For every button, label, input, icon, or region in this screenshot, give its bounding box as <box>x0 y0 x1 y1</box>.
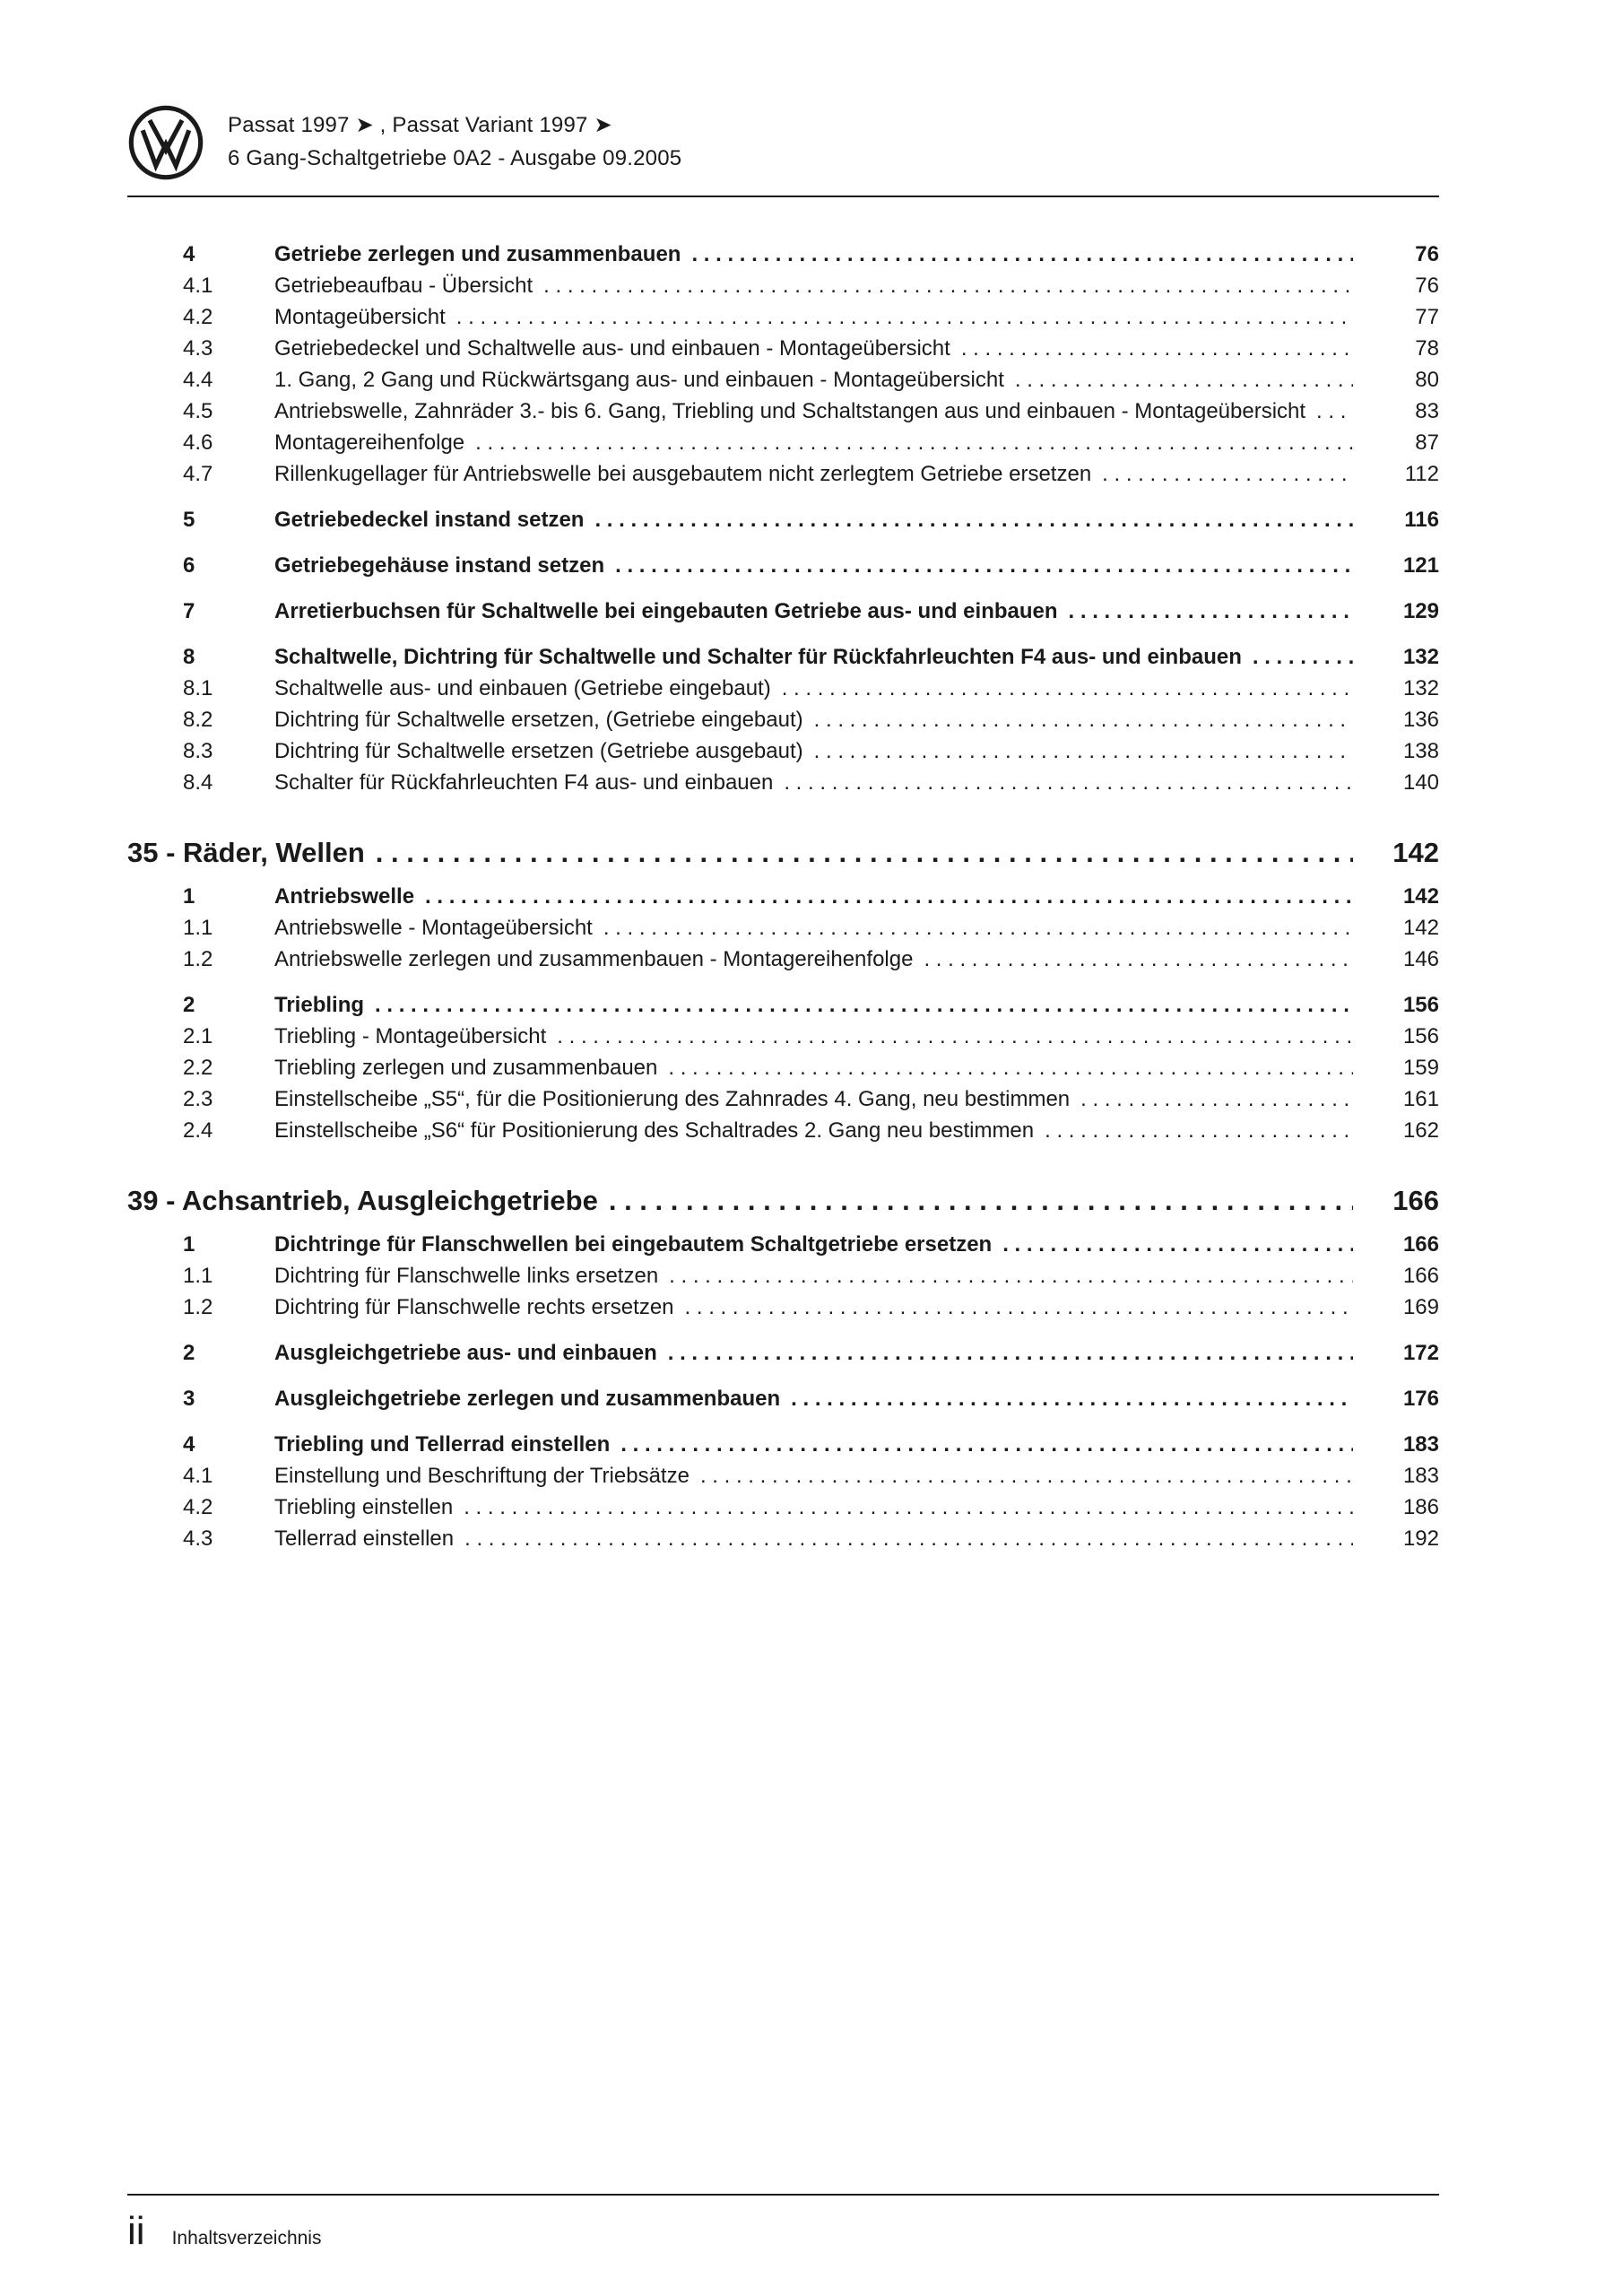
toc-row <box>183 944 1439 975</box>
toc-row <box>183 673 1439 704</box>
vw-logo-icon <box>127 104 204 181</box>
toc-entry-number: 1.1 <box>183 1264 213 1288</box>
toc-entry-number: 2.1 <box>183 1024 213 1048</box>
toc-entry-page: 161 <box>1402 1087 1439 1111</box>
toc-row <box>183 270 1439 301</box>
page-footer <box>127 2210 321 2253</box>
toc-row <box>183 704 1439 735</box>
toc-entry-page: 140 <box>1402 770 1439 795</box>
toc-entry-page: 76 <box>1415 242 1439 266</box>
toc-entry-page: 76 <box>1415 274 1439 298</box>
header-text <box>228 104 681 175</box>
toc-entry-title: Ausgleichgetriebe aus- und einbauen . . . <box>274 1337 1353 1369</box>
toc-entry-title: Getriebedeckel instand setzen . . . <box>274 504 1353 535</box>
toc-entry-title: 1. Gang, 2 Gang und Rückwärtsgang aus- und einbauen - Montageübersicht . . . <box>274 364 1353 396</box>
toc-entry-number: 4.4 <box>183 368 213 392</box>
toc-entry-number: 4.3 <box>183 336 213 361</box>
toc-entry-title: Dichtring für Schaltwelle ersetzen (Getriebe ausgebaut) . . . <box>274 735 1353 767</box>
page-header <box>127 104 681 181</box>
toc-entry-page: 192 <box>1402 1526 1439 1551</box>
toc-entry-number: 8.1 <box>183 676 213 700</box>
footer-title: Inhaltsverzeichnis <box>171 2228 322 2248</box>
toc-entry-title: Schalter für Rückfahrleuchten F4 aus- und einbauen . . . <box>274 767 1353 798</box>
toc-entry-number: 1.2 <box>183 947 213 971</box>
toc-entry-page: 112 <box>1404 462 1439 486</box>
toc-entry-number: 4.2 <box>183 1495 213 1519</box>
toc-entry-title: Montagereihenfolge . . . <box>274 427 1353 458</box>
toc-entry-title: Ausgleichgetriebe zerlegen und zusammenbauen . . . <box>274 1383 1353 1414</box>
toc-entry-page: 166 <box>1392 1185 1439 1216</box>
toc-row <box>183 504 1439 535</box>
toc-entry-title: 39 - Achsantrieb, Ausgleichgetriebe . . . <box>127 1180 1353 1222</box>
toc-entry-page: 142 <box>1402 916 1439 940</box>
toc-entry-page: 146 <box>1402 947 1439 971</box>
toc-entry-number: 1.1 <box>183 916 213 940</box>
toc-entry-page: 169 <box>1402 1295 1439 1319</box>
toc-row <box>183 767 1439 798</box>
toc-row <box>183 1115 1439 1146</box>
toc-entry-number: 2.4 <box>183 1118 213 1143</box>
toc-entry-page: 132 <box>1402 676 1439 700</box>
toc-row <box>183 333 1439 364</box>
toc-entry-number: 4.6 <box>183 430 213 455</box>
toc-row <box>183 1260 1439 1292</box>
toc-entry-page: 186 <box>1402 1495 1439 1519</box>
toc-entry-page: 142 <box>1402 884 1439 909</box>
toc-entry-title: Antriebswelle, Zahnräder 3.- bis 6. Gang, Triebling und Schaltstangen aus und einbauen - Montageübersicht . . . <box>274 396 1353 427</box>
toc-entry-title: Schaltwelle aus- und einbauen (Getriebe eingebaut) . . . <box>274 673 1353 704</box>
toc-entry-page: 156 <box>1402 1024 1439 1048</box>
toc-row <box>183 989 1439 1021</box>
toc-entry-title: Antriebswelle zerlegen und zusammenbauen - Montagereihenfolge . . . <box>274 944 1353 975</box>
toc-row <box>183 550 1439 581</box>
toc-entry-page: 77 <box>1415 305 1439 329</box>
toc-entry-number: 8 <box>183 645 195 669</box>
toc-entry-title: Montageübersicht . . . <box>274 301 1353 333</box>
toc-entry-page: 121 <box>1402 553 1439 578</box>
toc-row <box>183 912 1439 944</box>
footer-divider <box>127 2194 1439 2196</box>
toc-row <box>183 735 1439 767</box>
toc-entry-title: Rillenkugellager für Antriebswelle bei ausgebautem nicht zerlegtem Getriebe ersetzen . . . <box>274 458 1353 490</box>
header-divider <box>127 196 1439 197</box>
toc-entry-number: 3 <box>183 1387 195 1411</box>
toc-entry-number: 2.2 <box>183 1056 213 1080</box>
toc-entry-page: 183 <box>1402 1432 1439 1457</box>
toc <box>127 239 1439 1554</box>
toc-row <box>183 596 1439 627</box>
toc-entry-number: 4 <box>183 1432 195 1457</box>
toc-entry-page: 80 <box>1415 368 1439 392</box>
toc-row <box>183 458 1439 490</box>
header-edition-line: 6 Gang-Schaltgetriebe 0A2 - Ausgabe 09.2005 <box>228 146 682 170</box>
toc-entry-title: Getriebeaufbau - Übersicht . . . <box>274 270 1353 301</box>
toc-entry-number: 8.4 <box>183 770 213 795</box>
toc-row <box>183 1523 1439 1554</box>
toc-entry-page: 116 <box>1404 508 1439 532</box>
toc-entry-page: 78 <box>1415 336 1439 361</box>
toc-entry-number: 5 <box>183 508 195 532</box>
toc-entry-page: 166 <box>1402 1232 1439 1257</box>
toc-entry-title: Triebling einstellen . . . <box>274 1492 1353 1523</box>
toc-row <box>183 1229 1439 1260</box>
toc-row <box>183 1292 1439 1323</box>
toc-row <box>183 1429 1439 1460</box>
toc-entry-number: 2 <box>183 1341 195 1365</box>
toc-entry-title: Triebling . . . <box>274 989 1353 1021</box>
toc-entry-number: 4.1 <box>183 1464 213 1488</box>
toc-row <box>183 239 1439 270</box>
toc-entry-number: 4 <box>183 242 195 266</box>
toc-entry-title: Triebling - Montageübersicht . . . <box>274 1021 1353 1052</box>
toc-entry-number: 7 <box>183 599 195 623</box>
toc-entry-page: 129 <box>1402 599 1439 623</box>
toc-entry-number: 4.2 <box>183 305 213 329</box>
toc-entry-title: 35 - Räder, Wellen . . . <box>127 832 1353 874</box>
toc-entry-title: Dichtringe für Flanschwellen bei eingebautem Schaltgetriebe ersetzen . . . <box>274 1229 1353 1260</box>
header-model-line: Passat 1997 ➤ , Passat Variant 1997 ➤ <box>228 113 612 137</box>
toc-entry-page: 183 <box>1402 1464 1439 1488</box>
toc-entry-title: Triebling zerlegen und zusammenbauen . . . <box>274 1052 1353 1083</box>
toc-entry-page: 83 <box>1415 399 1439 423</box>
toc-entry-page: 142 <box>1392 837 1439 868</box>
toc-entry-title: Antriebswelle - Montageübersicht . . . <box>274 912 1353 944</box>
toc-row <box>183 427 1439 458</box>
toc-row <box>183 1021 1439 1052</box>
toc-entry-title: Arretierbuchsen für Schaltwelle bei eingebauten Getriebe aus- und einbauen . . . <box>274 596 1353 627</box>
toc-entry-title: Dichtring für Flanschwelle links ersetzen . . . <box>274 1260 1353 1292</box>
toc-entry-title: Einstellscheibe „S5“, für die Positionierung des Zahnrades 4. Gang, neu bestimmen . . . <box>274 1083 1353 1115</box>
toc-entry-title: Triebling und Tellerrad einstellen . . . <box>274 1429 1353 1460</box>
toc-entry-page: 159 <box>1402 1056 1439 1080</box>
toc-row <box>183 1337 1439 1369</box>
page-number: ii <box>127 2209 145 2253</box>
toc-entry-number: 4.1 <box>183 274 213 298</box>
toc-entry-title: Dichtring für Flanschwelle rechts ersetzen . . . <box>274 1292 1353 1323</box>
toc-entry-title: Antriebswelle . . . <box>274 881 1353 912</box>
toc-entry-title: Einstellung und Beschriftung der Triebsätze . . . <box>274 1460 1353 1492</box>
toc-entry-page: 162 <box>1402 1118 1439 1143</box>
toc-entry-page: 87 <box>1415 430 1439 455</box>
toc-entry-title: Einstellscheibe „S6“ für Positionierung des Schaltrades 2. Gang neu bestimmen . . . <box>274 1115 1353 1146</box>
toc-row <box>183 1492 1439 1523</box>
toc-entry-title: Tellerrad einstellen . . . <box>274 1523 1353 1554</box>
toc-entry-title: Getriebe zerlegen und zusammenbauen . . . <box>274 239 1353 270</box>
toc-row <box>183 1460 1439 1492</box>
toc-entry-number: 2.3 <box>183 1087 213 1111</box>
toc-entry-number: 4.7 <box>183 462 213 486</box>
toc-row <box>183 1052 1439 1083</box>
toc-entry-page: 172 <box>1402 1341 1439 1365</box>
toc-row <box>183 641 1439 673</box>
toc-entry-page: 132 <box>1402 645 1439 669</box>
toc-entry-number: 8.2 <box>183 708 213 732</box>
toc-row <box>183 364 1439 396</box>
toc-row <box>183 301 1439 333</box>
toc-entry-number: 6 <box>183 553 195 578</box>
toc-entry-title: Getriebegehäuse instand setzen . . . <box>274 550 1353 581</box>
toc-row <box>183 1383 1439 1414</box>
toc-row <box>127 1180 1439 1222</box>
toc-entry-number: 8.3 <box>183 739 213 763</box>
toc-entry-number: 2 <box>183 993 195 1017</box>
toc-entry-page: 166 <box>1402 1264 1439 1288</box>
toc-row <box>183 396 1439 427</box>
toc-row <box>127 832 1439 874</box>
toc-entry-title: Schaltwelle, Dichtring für Schaltwelle und Schalter für Rückfahrleuchten F4 aus- und einbauen . . . <box>274 641 1353 673</box>
toc-entry-page: 138 <box>1402 739 1439 763</box>
toc-row <box>183 881 1439 912</box>
toc-entry-number: 4.5 <box>183 399 213 423</box>
toc-entry-title: Getriebedeckel und Schaltwelle aus- und einbauen - Montageübersicht . . . <box>274 333 1353 364</box>
toc-entry-number: 4.3 <box>183 1526 213 1551</box>
toc-entry-number: 1 <box>183 884 195 909</box>
toc-entry-number: 1 <box>183 1232 195 1257</box>
toc-entry-page: 156 <box>1402 993 1439 1017</box>
toc-entry-page: 136 <box>1402 708 1439 732</box>
toc-entry-number: 1.2 <box>183 1295 213 1319</box>
toc-entry-page: 176 <box>1402 1387 1439 1411</box>
toc-entry-title: Dichtring für Schaltwelle ersetzen, (Getriebe eingebaut) . . . <box>274 704 1353 735</box>
toc-row <box>183 1083 1439 1115</box>
